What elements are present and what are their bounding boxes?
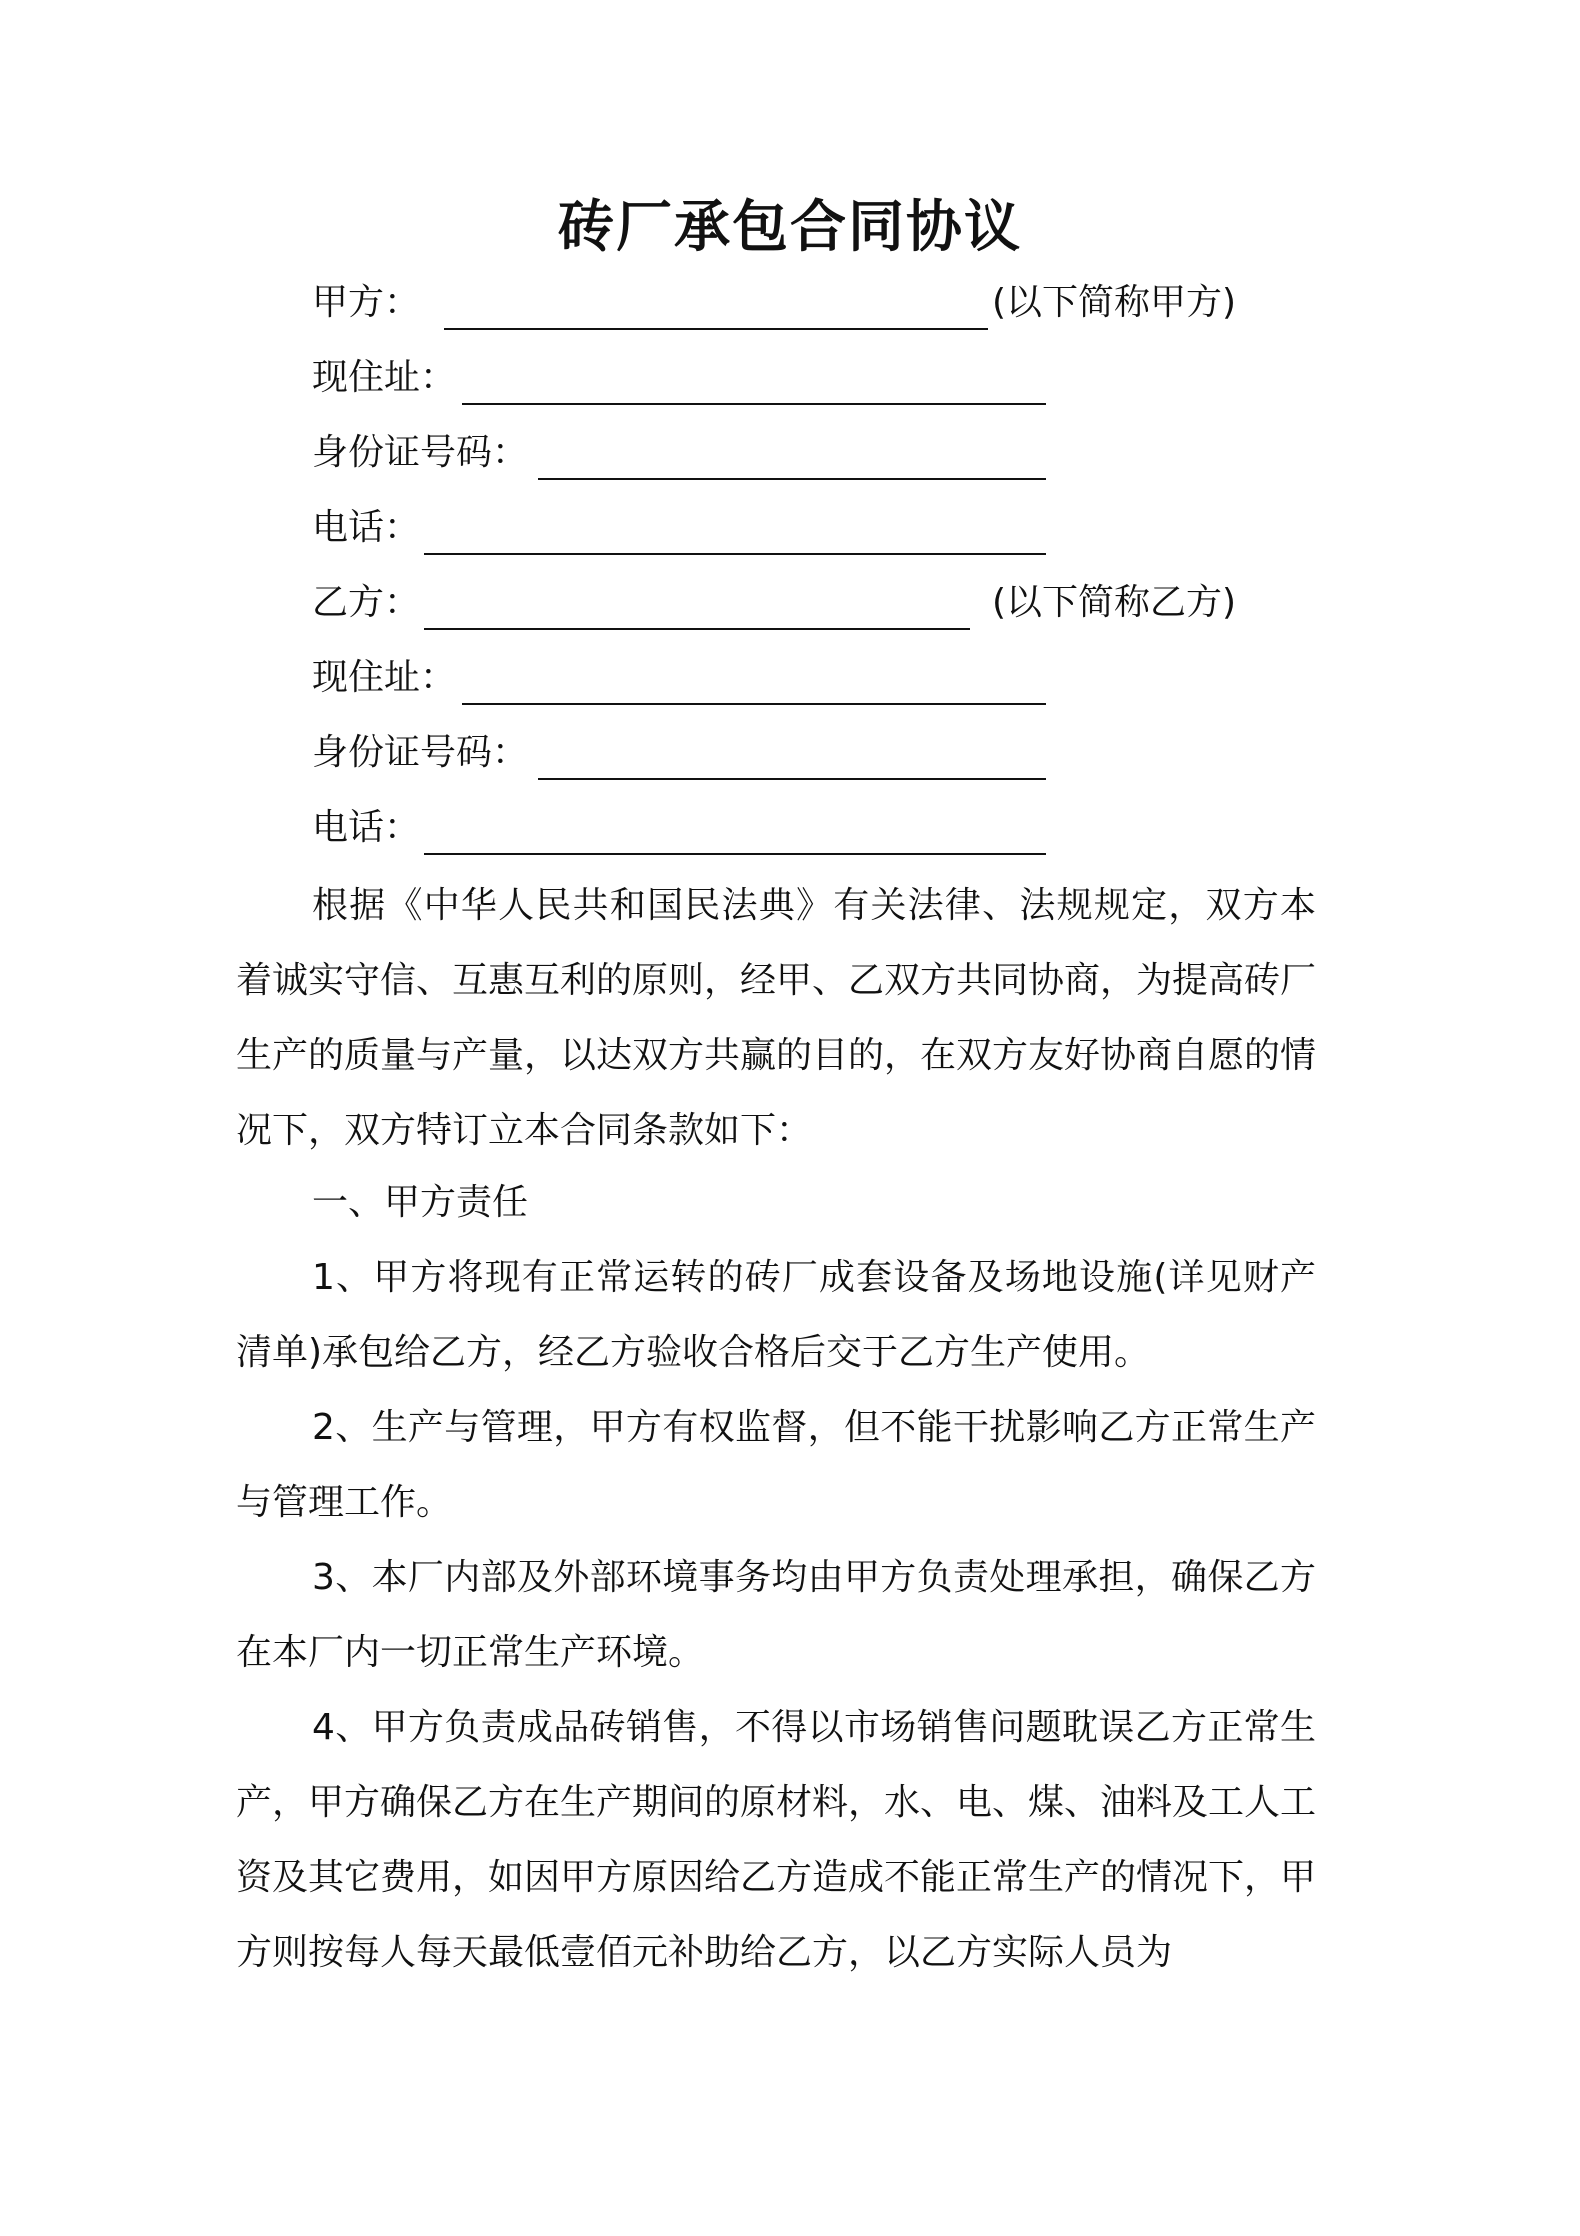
party-b-id-field	[312, 726, 528, 780]
party-a-id-blank[interactable]	[538, 478, 1046, 480]
party-a-address-label: 现住址：	[312, 357, 457, 398]
party-b-address-blank[interactable]	[462, 703, 1046, 705]
party-b-id-blank[interactable]	[538, 778, 1046, 780]
party-a-id-field	[312, 426, 528, 480]
party-b-address-label: 现住址：	[312, 657, 457, 698]
party-b-id-label: 身份证号码：	[312, 732, 529, 773]
party-b-name-field	[312, 576, 1237, 630]
party-b-phone-blank[interactable]	[424, 853, 1046, 855]
clause-3: 3、本厂内部及外部环境事务均由甲方负责处理承担，确保乙方在本厂内一切正常生产环境。	[236, 1557, 1316, 1673]
preamble-paragraph: 根据《中华人民共和国民法典》有关法律、法规规定，双方本着诚实守信、互惠互利的原则，经甲、乙双方共同协商，为提高砖厂生产的质量与产量，以达双方共赢的目的，在双方友好协商自愿的情况下，双方特订立本合同条款如下：	[236, 885, 1317, 1151]
document-title: 砖厂承包合同协议	[558, 195, 1022, 260]
party-a-id-label: 身份证号码：	[312, 432, 529, 473]
party-b-phone-field	[312, 801, 420, 855]
party-b-address-field	[312, 651, 456, 705]
clause-4: 4、甲方负责成品砖销售，不得以市场销售问题耽误乙方正常生产，甲方确保乙方在生产期间的原材料，水、电、煤、油料及工人工资及其它费用，如因甲方原因给乙方造成不能正常生产的情况下，甲方则按每人每天最低壹佰元补助给乙方，以乙方实际人员为	[236, 1707, 1317, 1973]
clause-1: 1、甲方将现有正常运转的砖厂成套设备及场地设施(详见财产清单)承包给乙方，经乙方验收合格后交于乙方生产使用。	[236, 1257, 1316, 1373]
party-a-name-field	[312, 276, 1237, 330]
party-b-phone-label: 电话：	[312, 807, 421, 848]
clause-2: 2、生产与管理，甲方有权监督，但不能干扰影响乙方正常生产与管理工作。	[236, 1407, 1316, 1523]
party-a-name-label: 甲方：	[312, 282, 421, 323]
party-a-address-field	[312, 351, 456, 405]
party-a-name-blank[interactable]	[444, 328, 988, 330]
party-b-name-label: 乙方：	[312, 582, 421, 623]
party-a-phone-blank[interactable]	[424, 553, 1046, 555]
party-b-name-blank[interactable]	[424, 628, 970, 630]
party-a-name-suffix: (以下简称甲方)	[992, 282, 1237, 323]
section-heading-party-a-duties: 一、甲方责任	[312, 1182, 529, 1223]
party-b-name-suffix: (以下简称乙方)	[992, 582, 1237, 623]
party-a-phone-label: 电话：	[312, 507, 421, 548]
party-a-phone-field	[312, 501, 420, 555]
party-a-address-blank[interactable]	[462, 403, 1046, 405]
